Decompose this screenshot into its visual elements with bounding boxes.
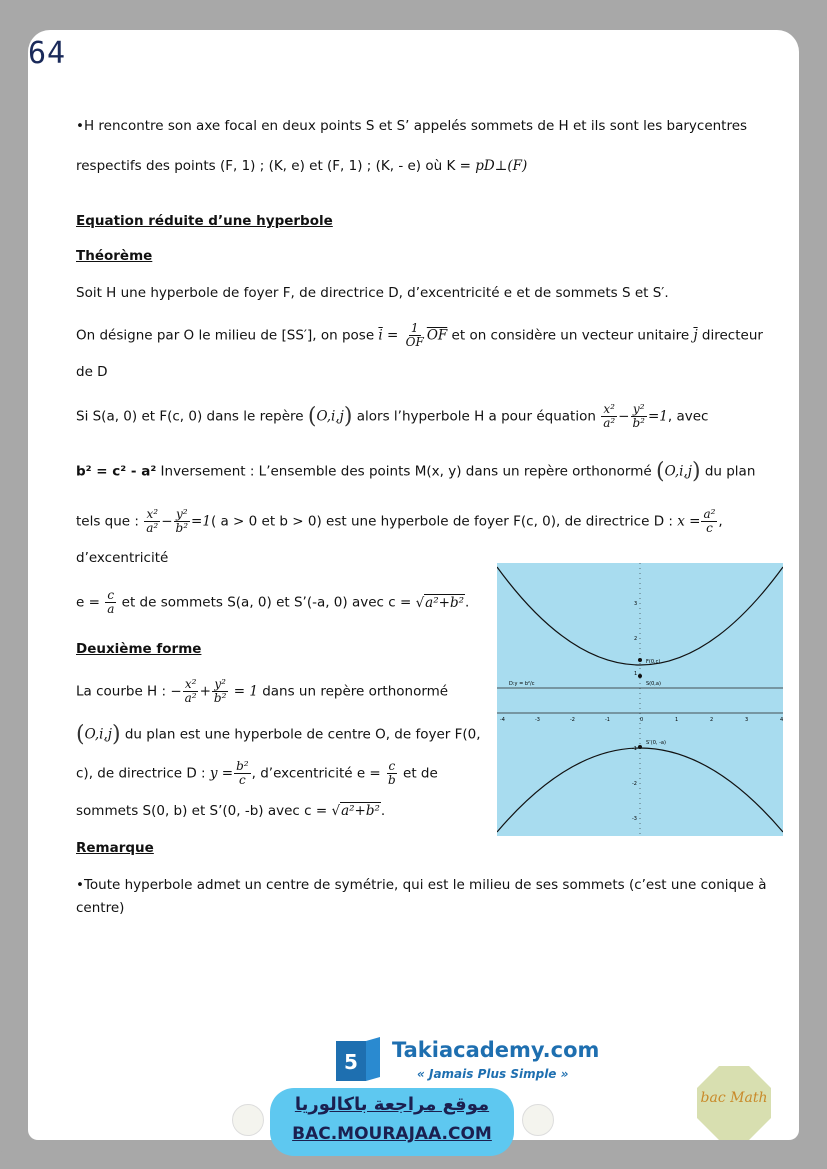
x-tick-label: -4 bbox=[500, 717, 505, 723]
vertex-S-prime bbox=[638, 745, 642, 749]
paren: ) bbox=[111, 722, 121, 747]
heading-equation-reduite: Equation réduite d’une hyperbole bbox=[76, 213, 333, 229]
frac-den: a bbox=[107, 602, 115, 616]
paren: ( bbox=[307, 404, 317, 429]
radicand: a²+b² bbox=[341, 803, 380, 819]
y-tick-label: 1 bbox=[634, 671, 638, 677]
minus: − bbox=[170, 683, 182, 700]
frac-num: x² bbox=[184, 677, 197, 691]
equals-one: =1 bbox=[647, 408, 668, 425]
form2-line2 bbox=[76, 722, 481, 747]
frac-den: OF bbox=[405, 335, 424, 349]
frac-den: a² bbox=[603, 416, 616, 430]
x-tick-label: 3 bbox=[745, 717, 749, 723]
repere-math: O,i,j bbox=[664, 463, 692, 480]
theorem-line4 bbox=[76, 403, 708, 430]
x-equals: x = bbox=[677, 513, 701, 530]
fraction-y2-b2 bbox=[212, 678, 229, 705]
form2-line1 bbox=[76, 678, 448, 705]
text: du plan est une hyperbole de centre O, de foyer F(0, bbox=[120, 726, 481, 743]
vec-i: $\overline{i}$ bbox=[378, 327, 383, 344]
relation-b2-c2-a2: b² = c² - a² bbox=[76, 463, 157, 480]
frac-den: b² bbox=[213, 691, 227, 705]
text: Inversement : L’ensemble des points M(x, y) dans un repère orthonormé bbox=[156, 463, 656, 480]
x-tick-label: -1 bbox=[605, 717, 610, 723]
paren: ( bbox=[655, 459, 665, 484]
projection-math: pD⊥(F) bbox=[475, 158, 528, 174]
label-S-prime: S’(0, -a) bbox=[646, 740, 666, 746]
text: sommets S(0, b) et S’(0, -b) avec c = bbox=[76, 803, 332, 819]
plus: + bbox=[199, 683, 211, 700]
text: dans un repère orthonormé bbox=[257, 683, 449, 700]
right-badge-icon bbox=[522, 1104, 554, 1136]
heading-deuxieme-forme: Deuxième forme bbox=[76, 641, 202, 657]
paragraph-sommets-line1: •H rencontre son axe focal en deux points S et S’ appelés sommets de H et ils sont les barycentres bbox=[76, 118, 748, 134]
sqrt-a2-b2: √a²+b² bbox=[415, 594, 464, 611]
left-badge-icon bbox=[232, 1104, 264, 1136]
label-F: F(0,c) bbox=[646, 659, 661, 665]
frac-num: a² bbox=[703, 507, 716, 521]
fraction-c-b bbox=[386, 760, 398, 787]
brand-name[interactable]: Takiacademy.com bbox=[392, 1038, 600, 1062]
theorem-line5 bbox=[76, 459, 755, 484]
y-tick-label: 2 bbox=[634, 636, 638, 642]
text: du plan bbox=[700, 463, 756, 480]
fraction-y2-b2 bbox=[630, 403, 647, 430]
x-tick-label: -3 bbox=[535, 717, 540, 723]
sqrt-a2-b2: √a²+b² bbox=[331, 803, 380, 819]
banner-url[interactable]: BAC.MOURAJAA.COM bbox=[292, 1124, 492, 1144]
frac-num: c bbox=[107, 588, 115, 602]
frac-den: a² bbox=[184, 691, 197, 705]
text: et de sommets S(a, 0) et S’(-a, 0) avec c = bbox=[117, 594, 416, 611]
y-tick-label: -1 bbox=[632, 746, 637, 752]
frac-den: b bbox=[388, 773, 396, 787]
frac-num: x² bbox=[603, 402, 615, 416]
theorem-line2 bbox=[76, 322, 763, 349]
paren: ) bbox=[691, 459, 701, 484]
fraction-b2-c bbox=[234, 760, 251, 787]
text: , d’excentricité e = bbox=[251, 765, 386, 782]
y-equals: y = bbox=[209, 765, 234, 782]
paren: ( bbox=[76, 722, 85, 747]
text: La courbe H : bbox=[76, 683, 171, 700]
x-tick-label: 2 bbox=[710, 717, 714, 723]
frac-num: y² bbox=[632, 402, 645, 416]
frac-den: b² bbox=[632, 416, 645, 430]
theorem-line1: Soit H une hyperbole de foyer F, de directrice D, d’excentricité e et de sommets S et S′. bbox=[76, 285, 669, 301]
paragraph-sommets-line2 bbox=[76, 158, 527, 174]
heading-theoreme: Théorème bbox=[76, 248, 153, 264]
text: . bbox=[380, 803, 386, 819]
frac-den: c bbox=[239, 773, 246, 787]
text: et de bbox=[398, 765, 438, 782]
vector-OF: $\overline{OF}$ bbox=[426, 327, 448, 344]
y-tick-label: -3 bbox=[632, 816, 637, 822]
frac-num: 1 bbox=[410, 321, 419, 335]
frac-num: y² bbox=[175, 507, 188, 521]
frac-num: c bbox=[388, 759, 396, 773]
equals-one: =1 bbox=[191, 513, 211, 530]
frac-num: x² bbox=[146, 507, 159, 521]
label-directrix: D:y = b²/c bbox=[509, 681, 535, 687]
vector-i: $\overline{i}$ = bbox=[378, 327, 403, 344]
x-tick-label: 0 bbox=[640, 717, 644, 723]
frac-num: y² bbox=[214, 677, 226, 691]
x-tick-label: 1 bbox=[675, 717, 679, 723]
remark-line2: centre) bbox=[76, 900, 125, 916]
heading-remarque: Remarque bbox=[76, 840, 154, 856]
text: et on considère un vecteur unitaire bbox=[447, 327, 694, 344]
logo-digit: 5 bbox=[344, 1050, 358, 1074]
fraction-x2-a2 bbox=[183, 678, 199, 705]
text: alors l’hyperbole H a pour équation bbox=[352, 408, 601, 425]
theorem-line8 bbox=[76, 589, 469, 616]
fraction-1-over-OF bbox=[404, 322, 426, 349]
page-number: 64 bbox=[28, 36, 67, 71]
focus-point bbox=[638, 658, 642, 662]
frac-den: c bbox=[706, 521, 713, 535]
takiacademy-logo-icon bbox=[336, 1037, 382, 1083]
label-S: S(0,a) bbox=[646, 681, 661, 687]
theorem-line3: de D bbox=[76, 364, 108, 380]
y-tick-label: 3 bbox=[634, 601, 638, 607]
minus: − bbox=[161, 513, 173, 530]
text: e = bbox=[76, 594, 105, 611]
x-tick-label: -2 bbox=[570, 717, 575, 723]
hyperbola-graph bbox=[497, 563, 783, 836]
y-tick-label: -2 bbox=[632, 781, 637, 787]
minus: − bbox=[618, 408, 630, 425]
frac-den: b² bbox=[175, 521, 189, 535]
remark-line1: •Toute hyperbole admet un centre de symétrie, qui est le milieu de ses sommets (c’est une conique à bbox=[76, 877, 767, 893]
brand-slogan: « Jamais Plus Simple » bbox=[417, 1067, 569, 1081]
text: tels que : bbox=[76, 513, 144, 530]
theorem-line7: d’excentricité bbox=[76, 550, 169, 566]
text: c), de directrice D : bbox=[76, 765, 210, 782]
form2-line3 bbox=[76, 760, 438, 787]
frac-den: a² bbox=[146, 521, 159, 535]
text: respectifs des points (F, 1) ; (K, e) et (F, 1) ; (K, - e) où K = bbox=[76, 158, 476, 174]
equals-one: = 1 bbox=[229, 683, 258, 700]
vertex-S bbox=[638, 674, 642, 678]
x-tick-label: 4 bbox=[780, 717, 783, 723]
text: Si S(a, 0) et F(c, 0) dans le repère bbox=[76, 408, 308, 425]
repere-math: O,i,j bbox=[84, 726, 112, 743]
form2-line4 bbox=[76, 803, 385, 819]
logo-page bbox=[366, 1037, 380, 1081]
fraction-y2-b2 bbox=[174, 508, 191, 535]
radicand: a²+b² bbox=[425, 594, 464, 611]
text: . bbox=[465, 594, 470, 611]
fraction-c-a bbox=[105, 589, 116, 616]
banner-arabic-text[interactable]: موقع مراجعة باكالوريا bbox=[294, 1094, 490, 1115]
fraction-x2-a2 bbox=[601, 403, 617, 430]
repere-math: O,i,j bbox=[316, 408, 344, 425]
theorem-line6: tels que : $\frac{\text{x²}}{\text{a²}}$ − $\frac{\text{y²}}{\text{b²}}$ =1( a > 0 et b > 0) est une hyperbole de foyer F(c, 0), de directrice D : x = $\frac{\text{a²}}{c}$ , bbox=[76, 507, 723, 535]
vector-j: $\overline{j}$ bbox=[693, 327, 698, 344]
frac-num: b² bbox=[236, 759, 249, 773]
stamp-text: bac Math bbox=[700, 1090, 768, 1106]
fraction-x2-a2 bbox=[144, 508, 160, 535]
fraction-a2-c bbox=[701, 508, 717, 535]
text: directeur bbox=[697, 327, 763, 344]
text: ( a > 0 et b > 0) est une hyperbole de foyer F(c, 0), de directrice D : bbox=[210, 513, 678, 530]
text: On désigne par O le milieu de [SS′], on pose bbox=[76, 327, 379, 344]
text: , avec bbox=[667, 408, 709, 425]
paren: ) bbox=[343, 404, 353, 429]
